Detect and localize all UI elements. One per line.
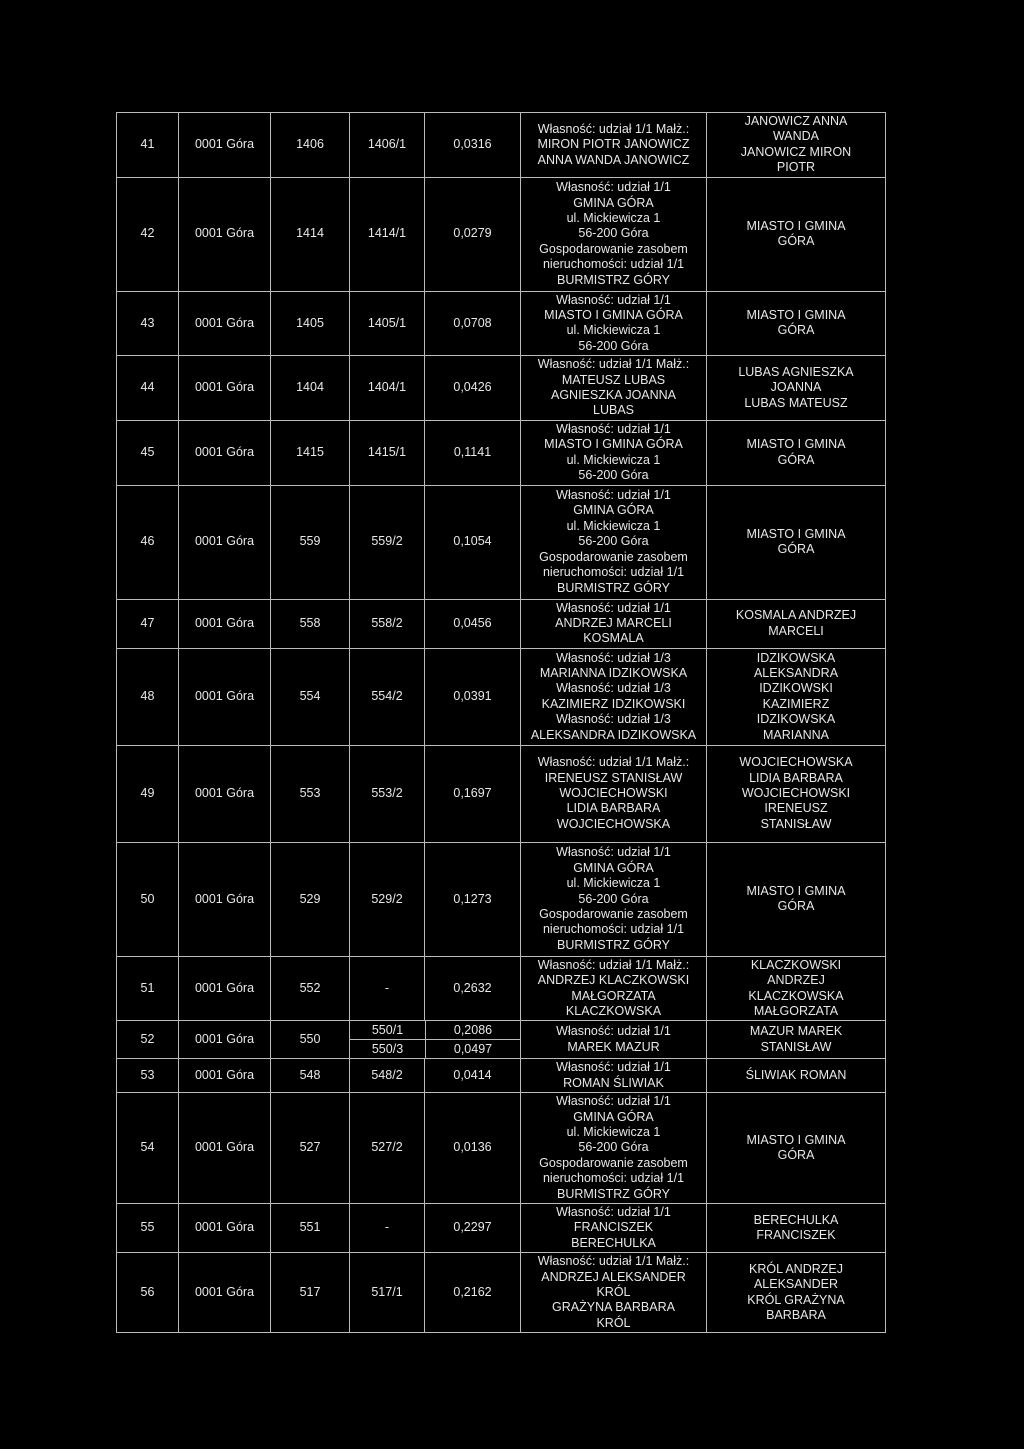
holder-cell xyxy=(707,177,886,291)
table-row xyxy=(117,1204,886,1253)
owner-line: MAREK MAZUR xyxy=(567,1039,660,1054)
owner-cell xyxy=(521,842,707,956)
new-parcel-cell: 550/3 xyxy=(350,1040,426,1059)
owner-line: GRAŻYNA BARBARA xyxy=(552,1300,675,1315)
owner-line: 56-200 Góra xyxy=(578,1140,649,1155)
owner-line: ANNA WANDA JANOWICZ xyxy=(537,152,690,167)
area-cell: 0,1697 xyxy=(425,745,521,842)
table-row xyxy=(117,842,886,956)
new-parcel-cell: - xyxy=(350,1204,425,1253)
holder-line: MARCELI xyxy=(768,623,824,638)
holder-cell xyxy=(707,1204,886,1253)
table-row xyxy=(117,356,886,421)
owner-line: nieruchomości: udział 1/1 xyxy=(542,565,685,580)
holder-line: MIASTO I GMINA xyxy=(746,218,846,233)
owner-line: ul. Mickiewicza 1 xyxy=(566,211,661,226)
old-parcel-cell: 1415 xyxy=(271,420,350,485)
precinct-cell: 0001 Góra xyxy=(179,1253,271,1333)
owner-cell xyxy=(521,648,707,745)
holder-line: WOJCIECHOWSKI xyxy=(741,786,851,801)
precinct-cell: 0001 Góra xyxy=(179,1059,271,1093)
split-parcels xyxy=(350,1021,520,1058)
owner-line: 56-200 Góra xyxy=(578,338,649,353)
owner-cell xyxy=(521,420,707,485)
owner-line: MIASTO I GMINA GÓRA xyxy=(544,437,683,452)
owner-line: nieruchomości: udział 1/1 xyxy=(542,257,685,272)
table-row xyxy=(117,599,886,648)
holder-cell xyxy=(707,113,886,178)
holder-line: ALEKSANDER xyxy=(753,1277,839,1292)
owner-line: ul. Mickiewicza 1 xyxy=(566,452,661,467)
new-parcel-cell: 527/2 xyxy=(350,1093,425,1204)
holder-line: ANDRZEJ xyxy=(767,973,825,988)
old-parcel-cell: 553 xyxy=(271,745,350,842)
precinct-cell: 0001 Góra xyxy=(179,291,271,356)
holder-line: PIOTR xyxy=(776,160,816,175)
new-parcel-cell: 1406/1 xyxy=(350,113,425,178)
holder-line: KOSMALA ANDRZEJ xyxy=(735,608,857,623)
row-number: 55 xyxy=(117,1204,179,1253)
new-parcel-cell: 1405/1 xyxy=(350,291,425,356)
owner-cell xyxy=(521,1204,707,1253)
old-parcel-cell: 1405 xyxy=(271,291,350,356)
new-parcel-cell: - xyxy=(350,956,425,1021)
old-parcel-cell: 558 xyxy=(271,599,350,648)
holder-line: MIASTO I GMINA xyxy=(746,883,846,898)
row-number: 42 xyxy=(117,177,179,291)
owner-line: Własność: udział 1/1 Małż.: xyxy=(537,957,690,972)
area-cell: 0,0279 xyxy=(425,177,521,291)
row-number: 41 xyxy=(117,113,179,178)
split-parcel-row xyxy=(350,1021,520,1040)
owner-line: ANDRZEJ KLACZKOWSKI xyxy=(537,973,690,988)
owner-cell xyxy=(521,1253,707,1333)
holder-cell xyxy=(707,1253,886,1333)
old-parcel-cell: 517 xyxy=(271,1253,350,1333)
owner-line: IRENEUSZ STANISŁAW xyxy=(544,770,683,785)
new-parcel-cell: 553/2 xyxy=(350,745,425,842)
holder-line: MIASTO I GMINA xyxy=(746,308,846,323)
old-parcel-cell: 550 xyxy=(271,1021,350,1059)
owner-cell xyxy=(521,485,707,599)
owner-line: ul. Mickiewicza 1 xyxy=(566,323,661,338)
holder-line: IDZIKOWSKA xyxy=(756,712,836,727)
owner-line: LIDIA BARBARA xyxy=(566,801,661,816)
holder-line: FRANCISZEK xyxy=(756,1228,836,1243)
owner-line: Gospodarowanie zasobem xyxy=(539,906,688,921)
register-rows xyxy=(117,113,886,1333)
holder-line: KLACZKOWSKA xyxy=(748,988,844,1003)
row-number: 46 xyxy=(117,485,179,599)
holder-cell xyxy=(707,745,886,842)
holder-line: GÓRA xyxy=(777,542,815,556)
holder-line: LUBAS MATEUSZ xyxy=(744,395,848,410)
owner-line: MATEUSZ LUBAS xyxy=(561,372,666,387)
old-parcel-cell: 548 xyxy=(271,1059,350,1093)
owner-line: Własność: udział 1/1 xyxy=(556,600,671,615)
owner-line: Własność: udział 1/3 xyxy=(556,712,671,727)
holder-cell xyxy=(707,420,886,485)
area-cell: 0,0136 xyxy=(425,1093,521,1204)
holder-line: ALEKSANDRA xyxy=(753,665,839,680)
owner-line: BURMISTRZ GÓRY xyxy=(557,937,670,952)
area-cell: 0,2632 xyxy=(425,956,521,1021)
owner-line: BURMISTRZ GÓRY xyxy=(557,272,670,287)
owner-line: Własność: udział 1/1 xyxy=(556,1060,671,1075)
holder-cell xyxy=(707,956,886,1021)
holder-line: IDZIKOWSKI xyxy=(759,681,833,696)
holder-line: KLACZKOWSKI xyxy=(750,957,842,972)
holder-line: GÓRA xyxy=(777,1148,815,1163)
old-parcel-cell: 554 xyxy=(271,648,350,745)
holder-cell xyxy=(707,648,886,745)
owner-line: GMINA GÓRA xyxy=(573,860,654,875)
holder-line: GÓRA xyxy=(777,899,815,914)
new-parcel-cell: 517/1 xyxy=(350,1253,425,1333)
owner-line: GMINA GÓRA xyxy=(573,195,654,210)
row-number: 45 xyxy=(117,420,179,485)
owner-line: GMINA GÓRA xyxy=(573,1109,654,1124)
holder-line: ŚLIWIAK ROMAN xyxy=(745,1068,847,1083)
holder-line: KAZIMIERZ xyxy=(762,696,830,711)
row-number: 50 xyxy=(117,842,179,956)
area-cell: 0,0708 xyxy=(425,291,521,356)
owner-cell xyxy=(521,177,707,291)
owner-line: ANDRZEJ ALEKSANDER xyxy=(541,1269,686,1284)
owner-line: Własność: udział 1/1 xyxy=(556,421,671,436)
holder-line: JANOWICZ ANNA xyxy=(744,114,848,128)
holder-line: MARIANNA xyxy=(763,727,829,742)
owner-line: nieruchomości: udział 1/1 xyxy=(542,922,685,937)
old-parcel-cell: 551 xyxy=(271,1204,350,1253)
owner-cell xyxy=(521,599,707,648)
owner-line: Własność: udział 1/1 xyxy=(556,1094,671,1109)
area-cell: 0,2297 xyxy=(425,1204,521,1253)
owner-line: Własność: udział 1/1 Małż.: xyxy=(537,755,690,770)
holder-cell xyxy=(707,291,886,356)
row-number: 54 xyxy=(117,1093,179,1204)
row-number: 51 xyxy=(117,956,179,1021)
owner-line: Gospodarowanie zasobem xyxy=(539,549,688,564)
holder-line: MIASTO I GMINA xyxy=(746,526,846,541)
row-number: 48 xyxy=(117,648,179,745)
old-parcel-cell: 529 xyxy=(271,842,350,956)
holder-line: IDZIKOWSKA xyxy=(756,650,836,665)
new-parcel-cell: 1404/1 xyxy=(350,356,425,421)
owner-line: Własność: udział 1/3 xyxy=(556,681,671,696)
precinct-cell: 0001 Góra xyxy=(179,1204,271,1253)
new-parcel-cell: 1414/1 xyxy=(350,177,425,291)
parcel-register-table xyxy=(116,112,886,1333)
owner-line: ANDRZEJ MARCELI xyxy=(555,615,672,630)
holder-line: JOANNA xyxy=(770,380,822,395)
holder-cell xyxy=(707,1093,886,1204)
holder-line: GÓRA xyxy=(777,234,815,249)
old-parcel-cell: 527 xyxy=(271,1093,350,1204)
table-row xyxy=(117,745,886,842)
owner-line: Własność: udział 1/1 xyxy=(556,488,671,503)
table-row xyxy=(117,1021,886,1059)
table-row xyxy=(117,1253,886,1333)
precinct-cell: 0001 Góra xyxy=(179,956,271,1021)
area-cell: 0,0391 xyxy=(425,648,521,745)
owner-line: Własność: udział 1/1 xyxy=(556,1024,671,1039)
holder-line: GÓRA xyxy=(777,323,815,338)
table-row xyxy=(117,1093,886,1204)
holder-line: IRENEUSZ xyxy=(764,801,828,816)
table-row xyxy=(117,485,886,599)
owner-line: Własność: udział 1/1 xyxy=(556,845,671,860)
owner-cell xyxy=(521,745,707,842)
new-parcel-cell: 529/2 xyxy=(350,842,425,956)
area-cell: 0,0414 xyxy=(425,1059,521,1093)
owner-line: ul. Mickiewicza 1 xyxy=(566,1124,661,1139)
holder-cell xyxy=(707,1059,886,1093)
owner-line: Własność: udział 1/1 Małż.: xyxy=(537,1254,690,1269)
row-number: 44 xyxy=(117,356,179,421)
owner-cell xyxy=(521,291,707,356)
owner-line: Własność: udział 1/1 xyxy=(556,180,671,195)
owner-line: Własność: udział 1/3 xyxy=(556,650,671,665)
owner-line: Własność: udział 1/1 Małż.: xyxy=(537,121,690,136)
table-row xyxy=(117,291,886,356)
holder-line: BERECHULKA xyxy=(753,1212,839,1227)
precinct-cell: 0001 Góra xyxy=(179,842,271,956)
owner-line: 56-200 Góra xyxy=(578,891,649,906)
owner-line: KAZIMIERZ IDZIKOWSKI xyxy=(541,696,686,711)
owner-line: AGNIESZKA JOANNA xyxy=(550,388,677,403)
owner-line: WOJCIECHOWSKI xyxy=(559,786,668,801)
owner-line: KLACZKOWSKA xyxy=(565,1003,662,1018)
area-cell: 0,1273 xyxy=(425,842,521,956)
table-row xyxy=(117,1059,886,1093)
holder-line: MIASTO I GMINA xyxy=(746,437,846,452)
row-number: 49 xyxy=(117,745,179,842)
owner-line: ul. Mickiewicza 1 xyxy=(566,518,661,533)
area-cell: 0,0497 xyxy=(426,1040,521,1059)
precinct-cell: 0001 Góra xyxy=(179,745,271,842)
holder-cell xyxy=(707,842,886,956)
owner-line: nieruchomości: udział 1/1 xyxy=(542,1171,685,1186)
old-parcel-cell: 559 xyxy=(271,485,350,599)
owner-line: FRANCISZEK xyxy=(573,1220,654,1235)
old-parcel-cell: 552 xyxy=(271,956,350,1021)
owner-line: Własność: udział 1/1 Małż.: xyxy=(537,357,690,372)
table-row xyxy=(117,113,886,178)
owner-line: MARIANNA IDZIKOWSKA xyxy=(539,665,688,680)
owner-line: Gospodarowanie zasobem xyxy=(539,1155,688,1170)
holder-line: BARBARA xyxy=(766,1308,826,1323)
owner-line: GMINA GÓRA xyxy=(573,503,654,518)
owner-line: 56-200 Góra xyxy=(578,468,649,483)
owner-line: BERECHULKA xyxy=(571,1235,656,1250)
holder-cell xyxy=(707,599,886,648)
holder-cell xyxy=(707,356,886,421)
new-parcel-cell: 548/2 xyxy=(350,1059,425,1093)
precinct-cell: 0001 Góra xyxy=(179,1021,271,1059)
owner-line: Własność: udział 1/1 xyxy=(556,1205,671,1219)
owner-cell xyxy=(521,356,707,421)
holder-line: KRÓL GRAŻYNA xyxy=(747,1292,845,1307)
new-parcel-cell: 550/1 xyxy=(350,1021,426,1040)
row-number: 52 xyxy=(117,1021,179,1059)
precinct-cell: 0001 Góra xyxy=(179,113,271,178)
holder-line: WOJCIECHOWSKA xyxy=(739,755,853,770)
split-parcels-cell xyxy=(350,1021,521,1059)
owner-line: ALEKSANDRA IDZIKOWSKA xyxy=(530,727,697,742)
table-row xyxy=(117,420,886,485)
table-row xyxy=(117,177,886,291)
owner-line: Gospodarowanie zasobem xyxy=(539,241,688,256)
new-parcel-cell: 559/2 xyxy=(350,485,425,599)
owner-line: Własność: udział 1/1 xyxy=(556,292,671,307)
area-cell: 0,1054 xyxy=(425,485,521,599)
table-row xyxy=(117,648,886,745)
precinct-cell: 0001 Góra xyxy=(179,648,271,745)
table-row xyxy=(117,956,886,1021)
owner-line: ROMAN ŚLIWIAK xyxy=(563,1075,664,1090)
old-parcel-cell: 1414 xyxy=(271,177,350,291)
owner-line: ul. Mickiewicza 1 xyxy=(566,876,661,891)
owner-line: MIASTO I GMINA GÓRA xyxy=(544,308,683,323)
area-cell: 0,1141 xyxy=(425,420,521,485)
owner-line: 56-200 Góra xyxy=(578,226,649,241)
owner-cell xyxy=(521,1021,707,1059)
precinct-cell: 0001 Góra xyxy=(179,177,271,291)
owner-line: WOJCIECHOWSKA xyxy=(556,816,671,831)
new-parcel-cell: 558/2 xyxy=(350,599,425,648)
holder-line: STANISŁAW xyxy=(760,1039,832,1054)
owner-cell xyxy=(521,113,707,178)
split-parcel-row xyxy=(350,1040,520,1059)
old-parcel-cell: 1404 xyxy=(271,356,350,421)
owner-line: KRÓL xyxy=(596,1285,631,1300)
owner-cell xyxy=(521,1093,707,1204)
area-cell: 0,0456 xyxy=(425,599,521,648)
owner-line: KOSMALA xyxy=(583,631,644,646)
owner-line: BURMISTRZ GÓRY xyxy=(557,1186,670,1201)
precinct-cell: 0001 Góra xyxy=(179,485,271,599)
holder-line: KRÓL ANDRZEJ xyxy=(748,1261,843,1276)
holder-line: GÓRA xyxy=(777,452,815,467)
area-cell: 0,0426 xyxy=(425,356,521,421)
owner-line: MIRON PIOTR JANOWICZ xyxy=(537,137,690,152)
owner-cell xyxy=(521,956,707,1021)
holder-line: JANOWICZ MIRON xyxy=(740,144,852,159)
precinct-cell: 0001 Góra xyxy=(179,1093,271,1204)
old-parcel-cell: 1406 xyxy=(271,113,350,178)
precinct-cell: 0001 Góra xyxy=(179,420,271,485)
holder-line: MIASTO I GMINA xyxy=(746,1132,846,1147)
new-parcel-cell: 1415/1 xyxy=(350,420,425,485)
holder-line: LIDIA BARBARA xyxy=(749,770,843,785)
row-number: 53 xyxy=(117,1059,179,1093)
owner-line: KRÓL xyxy=(596,1315,631,1330)
row-number: 43 xyxy=(117,291,179,356)
owner-line: 56-200 Góra xyxy=(578,534,649,549)
holder-line: MAZUR MAREK xyxy=(749,1024,843,1039)
holder-line: WANDA xyxy=(772,129,820,144)
row-number: 56 xyxy=(117,1253,179,1333)
holder-line: MAŁGORZATA xyxy=(753,1003,839,1018)
precinct-cell: 0001 Góra xyxy=(179,356,271,421)
precinct-cell: 0001 Góra xyxy=(179,599,271,648)
new-parcel-cell: 554/2 xyxy=(350,648,425,745)
owner-cell xyxy=(521,1059,707,1093)
holder-line: LUBAS AGNIESZKA xyxy=(738,364,854,379)
owner-line: LUBAS xyxy=(593,403,634,418)
area-cell: 0,0316 xyxy=(425,113,521,178)
owner-line: MAŁGORZATA xyxy=(571,988,656,1003)
holder-line: STANISŁAW xyxy=(760,816,832,831)
owner-line: BURMISTRZ GÓRY xyxy=(557,580,670,595)
area-cell: 0,2086 xyxy=(453,1022,493,1037)
holder-cell xyxy=(707,485,886,599)
holder-cell xyxy=(707,1021,886,1059)
row-number: 47 xyxy=(117,599,179,648)
area-cell: 0,2162 xyxy=(425,1253,521,1333)
